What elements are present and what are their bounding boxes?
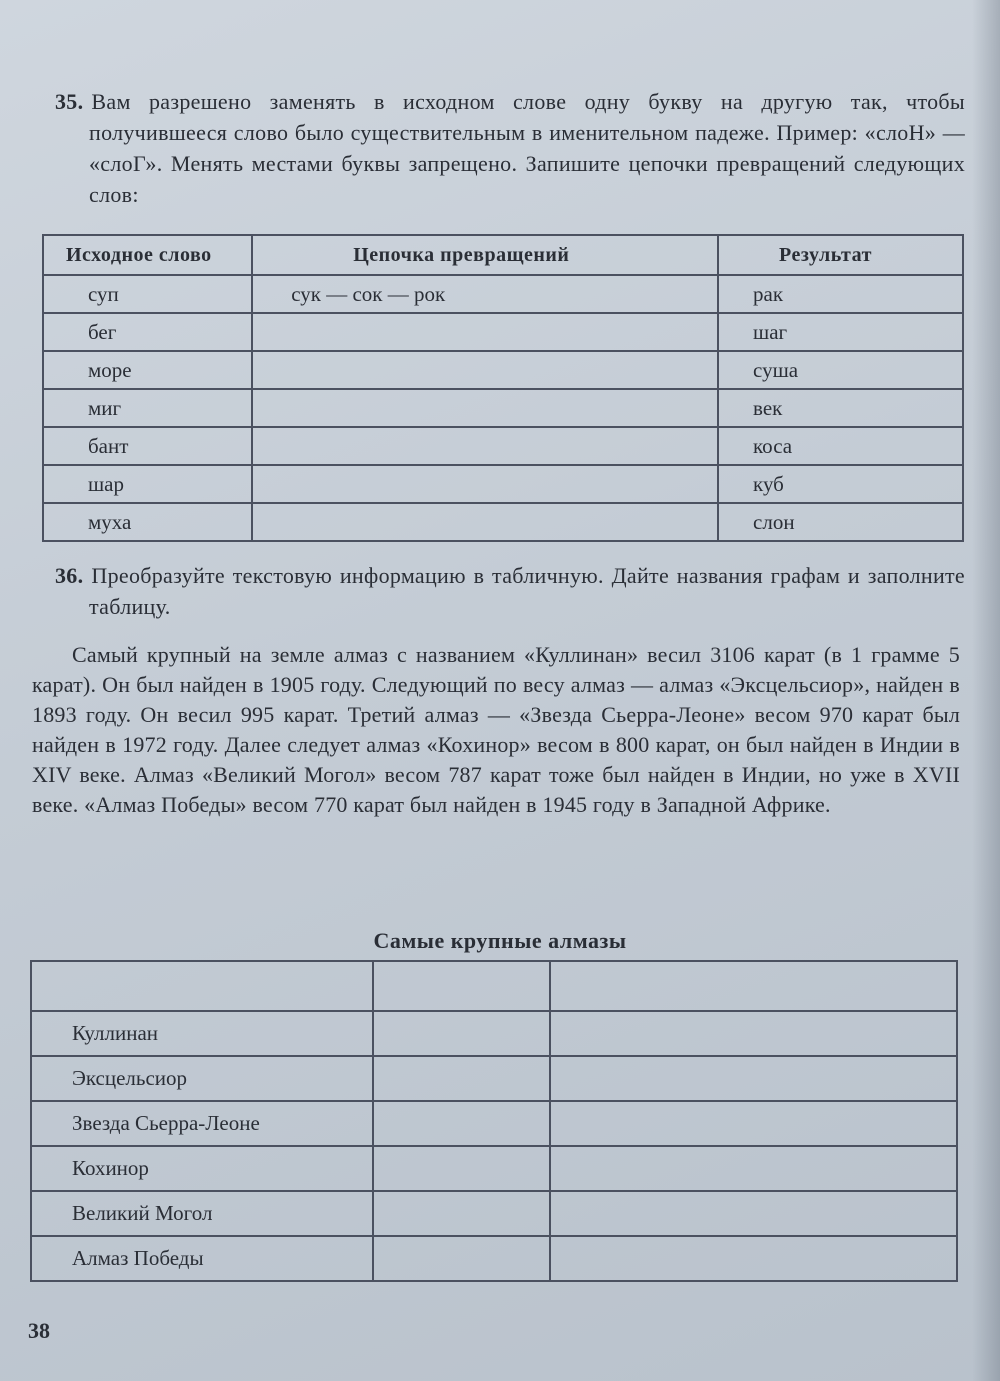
word-chain-table-header bbox=[43, 235, 963, 275]
source-word-cell: муха bbox=[43, 503, 252, 541]
answer-cell[interactable] bbox=[373, 1191, 550, 1236]
table-row bbox=[31, 1101, 957, 1146]
answer-cell[interactable] bbox=[373, 1236, 550, 1281]
diamonds-table-title: Самые крупные алмазы bbox=[373, 928, 627, 953]
table-row bbox=[43, 351, 963, 389]
chain-cell[interactable] bbox=[252, 313, 718, 351]
table-row bbox=[43, 465, 963, 503]
result-cell: шаг bbox=[718, 313, 963, 351]
chain-cell[interactable] bbox=[252, 351, 718, 389]
diamond-name-cell: Эксцельсиор bbox=[31, 1056, 373, 1101]
source-word-cell: бег bbox=[43, 313, 252, 351]
answer-cell[interactable] bbox=[550, 1191, 957, 1236]
answer-cell[interactable] bbox=[373, 1146, 550, 1191]
table-row bbox=[43, 275, 963, 313]
chain-cell[interactable] bbox=[252, 389, 718, 427]
result-cell: куб bbox=[718, 465, 963, 503]
task-36-text: Преобразуйте текстовую информацию в табличную. Дайте названия графам и заполните таблицу. bbox=[89, 563, 965, 619]
page-edge-shadow bbox=[972, 0, 1000, 1381]
diamond-name-cell: Кохинор bbox=[31, 1146, 373, 1191]
task-36-instructions bbox=[55, 560, 965, 622]
header-result: Результат bbox=[718, 235, 963, 275]
answer-cell[interactable] bbox=[373, 1056, 550, 1101]
page-number: 38 bbox=[28, 1318, 50, 1343]
answer-cell[interactable] bbox=[550, 1056, 957, 1101]
chain-cell[interactable] bbox=[252, 427, 718, 465]
task-35-instructions bbox=[55, 86, 965, 210]
answer-cell[interactable] bbox=[550, 1236, 957, 1281]
diamond-name-cell: Великий Могол bbox=[31, 1191, 373, 1236]
result-cell: суша bbox=[718, 351, 963, 389]
result-cell: коса bbox=[718, 427, 963, 465]
header-cell-3[interactable] bbox=[550, 961, 957, 1011]
diamonds-paragraph: Самый крупный на земле алмаз с названием «Куллинан» весил 3106 карат (в 1 грамме 5 карат). Он был найден в 1905 году. Следующий по весу алмаз — алмаз «Эксцельсиор», найден в 1893 году. Он весил 995 карат. Третий алмаз — «Звезда Сьерра-Леоне» весом 970 карат был найден в 1972 году. Далее следует алмаз «Кохинор» весом в 800 карат, он был найден в Индии в XIV веке. Алмаз «Великий Могол» весом 787 карат тоже был найден в Индии, но уже в XVII веке. «Алмаз Победы» весом 770 карат был найден в 1945 году в Западной Африке. bbox=[32, 642, 960, 817]
table-row bbox=[43, 503, 963, 541]
table-row bbox=[31, 1146, 957, 1191]
source-word-cell: шар bbox=[43, 465, 252, 503]
table-row bbox=[31, 1011, 957, 1056]
diamond-name-cell: Звезда Сьерра-Леоне bbox=[31, 1101, 373, 1146]
chain-cell[interactable] bbox=[252, 465, 718, 503]
header-source-word: Исходное слово bbox=[43, 235, 252, 275]
task-36 bbox=[55, 560, 965, 622]
diamond-name-cell: Алмаз Победы bbox=[31, 1236, 373, 1281]
diamonds-table bbox=[30, 960, 958, 1282]
answer-cell[interactable] bbox=[550, 1011, 957, 1056]
answer-cell[interactable] bbox=[550, 1101, 957, 1146]
header-cell-name[interactable] bbox=[31, 961, 373, 1011]
result-cell: век bbox=[718, 389, 963, 427]
result-cell: рак bbox=[718, 275, 963, 313]
answer-cell[interactable] bbox=[550, 1146, 957, 1191]
task-36-number: 36. bbox=[55, 563, 84, 588]
word-chain-table bbox=[42, 234, 964, 542]
table-row bbox=[43, 427, 963, 465]
table-row bbox=[43, 313, 963, 351]
source-word-cell: бант bbox=[43, 427, 252, 465]
source-word-cell: море bbox=[43, 351, 252, 389]
chain-cell[interactable] bbox=[252, 503, 718, 541]
header-cell-2[interactable] bbox=[373, 961, 550, 1011]
table-row bbox=[31, 1191, 957, 1236]
answer-cell[interactable] bbox=[373, 1011, 550, 1056]
header-chain: Цепочка превращений bbox=[252, 235, 718, 275]
result-cell: слон bbox=[718, 503, 963, 541]
table-row bbox=[43, 389, 963, 427]
task-35-number: 35. bbox=[55, 89, 84, 114]
task-35 bbox=[55, 86, 965, 210]
chain-cell[interactable]: сук — сок — рок bbox=[252, 275, 718, 313]
task-35-text: Вам разрешено заменять в исходном слове одну букву на другую так, чтобы получившееся слово было существительным в именительном падеже. Пример: «слоН» — «слоГ». Менять местами буквы запрещено. Запишите цепочки превращений следующих слов: bbox=[89, 89, 965, 207]
diamond-name-cell: Куллинан bbox=[31, 1011, 373, 1056]
answer-cell[interactable] bbox=[373, 1101, 550, 1146]
source-word-cell: миг bbox=[43, 389, 252, 427]
table-row bbox=[31, 1056, 957, 1101]
diamonds-table-header-row bbox=[31, 961, 957, 1011]
source-word-cell: суп bbox=[43, 275, 252, 313]
table-row bbox=[31, 1236, 957, 1281]
